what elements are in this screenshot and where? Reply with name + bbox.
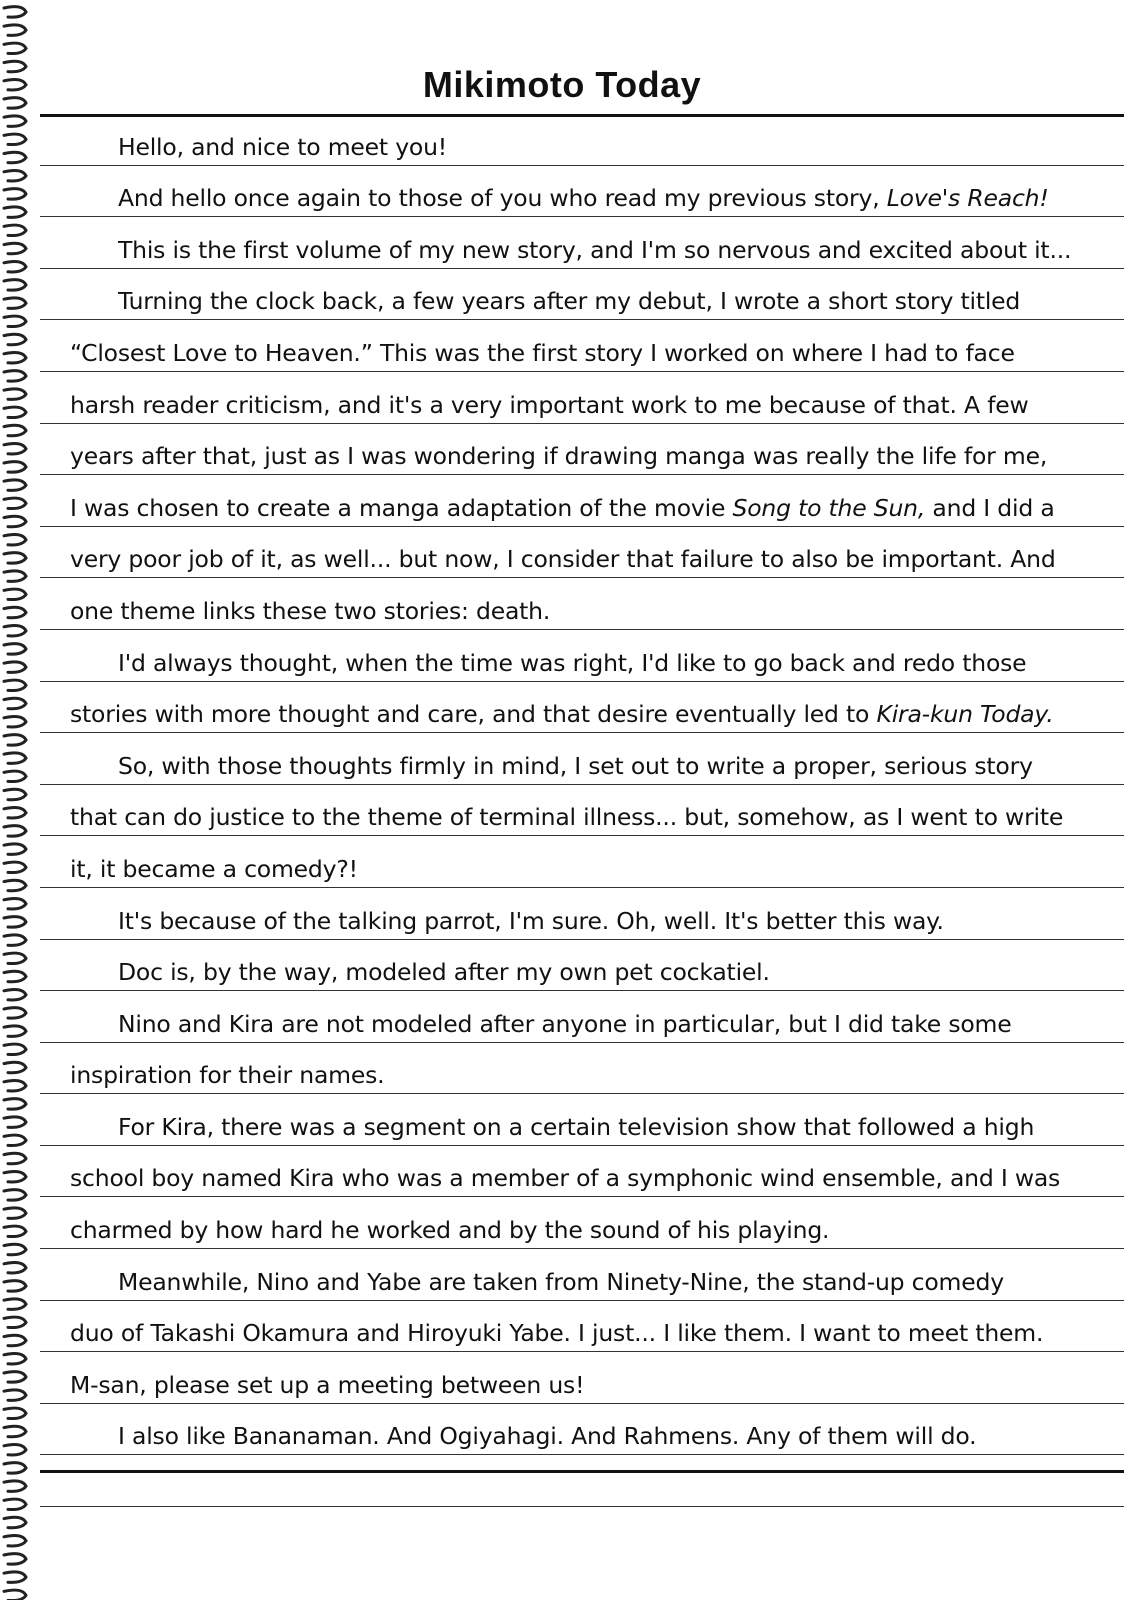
- line-text: [70, 700, 1054, 728]
- text-line: [40, 1197, 1124, 1249]
- spiral-ring: [4, 989, 26, 999]
- spiral-ring: [4, 1408, 26, 1418]
- spiral-ring: [4, 1226, 26, 1236]
- spiral-ring: [4, 371, 26, 381]
- text-segment: one theme links these two stories: death.: [70, 596, 551, 625]
- spiral-ring: [4, 389, 26, 399]
- spiral-ring: [4, 1299, 26, 1309]
- spiral-ring: [4, 1481, 26, 1491]
- spiral-ring: [4, 189, 26, 199]
- text-segment: and I did a: [925, 493, 1055, 522]
- spiral-ring: [4, 352, 26, 362]
- italic-title-text: Song to the Sun,: [732, 493, 926, 522]
- line-text: [70, 803, 1063, 831]
- spiral-ring: [4, 1153, 26, 1163]
- spiral-ring: [4, 644, 26, 654]
- spiral-ring: [4, 243, 26, 253]
- spiral-ring: [4, 480, 26, 490]
- text-line: [40, 1043, 1124, 1095]
- line-text: [118, 133, 447, 161]
- text-segment: M-san, please set up a meeting between us!: [70, 1370, 585, 1399]
- line-text: [118, 907, 944, 935]
- text-line: [40, 785, 1124, 837]
- spiral-ring: [4, 516, 26, 526]
- text-segment: school boy named Kira who was a member of a symphonic wind ensemble, and I was: [70, 1164, 1061, 1193]
- line-text: [70, 855, 358, 883]
- spiral-ring: [4, 152, 26, 162]
- spiral-ring: [4, 534, 26, 544]
- spiral-ring: [4, 43, 26, 53]
- spiral-ring: [4, 1080, 26, 1090]
- spiral-ring: [4, 462, 26, 472]
- line-text: [70, 494, 1055, 522]
- text-segment: Hello, and nice to meet you!: [118, 132, 448, 161]
- text-line: [40, 1455, 1124, 1507]
- line-text: [118, 958, 770, 986]
- spiral-ring: [4, 298, 26, 308]
- spiral-ring: [4, 1572, 26, 1582]
- line-text: [118, 1113, 1034, 1141]
- spiral-ring: [4, 735, 26, 745]
- spiral-ring: [4, 1135, 26, 1145]
- text-segment: Nino and Kira are not modeled after anyone in particular, but I did take some: [118, 1009, 1012, 1038]
- spiral-ring: [4, 625, 26, 635]
- spiral-ring: [4, 1390, 26, 1400]
- spiral-ring: [4, 1426, 26, 1436]
- spiral-ring: [4, 1190, 26, 1200]
- spiral-ring: [4, 807, 26, 817]
- text-line: [40, 1352, 1124, 1404]
- spiral-ring: [4, 680, 26, 690]
- text-segment: duo of Takashi Okamura and Hiroyuki Yabe. I just... I like them. I want to meet them.: [70, 1319, 1044, 1348]
- spiral-ring: [4, 844, 26, 854]
- text-segment: For Kira, there was a segment on a certain television show that followed a high: [118, 1112, 1035, 1141]
- line-text: [70, 339, 1015, 367]
- text-line: [40, 991, 1124, 1043]
- spiral-ring: [4, 880, 26, 890]
- text-segment: I also like Bananaman. And Ogiyahagi. And Rahmens. Any of them will do.: [118, 1422, 977, 1451]
- page-title: Mikimoto Today: [422, 64, 702, 105]
- text-segment: “Closest Love to Heaven.” This was the first story I worked on where I had to face: [70, 338, 1015, 367]
- spiral-ring: [4, 1444, 26, 1454]
- text-line: [40, 1301, 1124, 1353]
- line-text: [70, 597, 550, 625]
- spiral-binding: [0, 0, 34, 1600]
- spiral-ring: [4, 261, 26, 271]
- bottom-rule: [40, 1470, 1124, 1473]
- text-segment: Turning the clock back, a few years after my debut, I wrote a short story titled: [118, 287, 1021, 316]
- text-segment: It's because of the talking parrot, I'm sure. Oh, well. It's better this way.: [118, 906, 944, 935]
- text-segment: So, with those thoughts firmly in mind, I set out to write a proper, serious story: [118, 751, 1033, 780]
- text-segment: years after that, just as I was wondering if drawing manga was really the life for me,: [70, 442, 1048, 471]
- text-line: [40, 1249, 1124, 1301]
- line-text: [118, 1010, 1012, 1038]
- spiral-ring: [4, 1590, 26, 1600]
- spiral-ring: [4, 716, 26, 726]
- line-text: [118, 1268, 1004, 1296]
- text-line: [40, 1146, 1124, 1198]
- text-segment: I'd always thought, when the time was right, I'd like to go back and redo those: [118, 648, 1027, 677]
- line-text: [70, 442, 1047, 470]
- spiral-ring: [4, 1244, 26, 1254]
- line-text: [70, 1371, 584, 1399]
- spiral-ring: [4, 917, 26, 927]
- text-segment: it, it became a comedy?!: [70, 854, 358, 883]
- spiral-ring: [4, 898, 26, 908]
- spiral-ring: [4, 1535, 26, 1545]
- spiral-ring: [4, 698, 26, 708]
- spiral-ring: [4, 7, 26, 17]
- spiral-ring: [4, 170, 26, 180]
- spiral-ring: [4, 789, 26, 799]
- spiral-ring: [4, 662, 26, 672]
- text-segment: stories with more thought and care, and that desire eventually led to: [70, 700, 877, 729]
- line-text: [70, 1216, 829, 1244]
- line-text: [70, 545, 1056, 573]
- text-line: [40, 733, 1124, 785]
- spiral-ring: [4, 443, 26, 453]
- spiral-ring: [4, 607, 26, 617]
- text-line: [40, 527, 1124, 579]
- spiral-ring: [4, 334, 26, 344]
- text-segment: Meanwhile, Nino and Yabe are taken from Ninety-Nine, the stand-up comedy: [118, 1267, 1004, 1296]
- spiral-ring: [4, 1281, 26, 1291]
- spiral-ring: [4, 1372, 26, 1382]
- spiral-ring: [4, 407, 26, 417]
- spiral-ring: [4, 571, 26, 581]
- text-segment: I was chosen to create a manga adaptation of the movie: [70, 493, 733, 522]
- text-segment: And hello once again to those of you who read my previous story,: [118, 184, 887, 213]
- spiral-ring: [4, 498, 26, 508]
- spiral-ring: [4, 862, 26, 872]
- text-line: [40, 166, 1124, 218]
- text-line: [40, 424, 1124, 476]
- text-line: [40, 578, 1124, 630]
- text-segment: Doc is, by the way, modeled after my own pet cockatiel.: [118, 958, 770, 987]
- spiral-ring: [4, 207, 26, 217]
- line-text: [118, 649, 1026, 677]
- spiral-ring: [4, 971, 26, 981]
- spiral-ring: [4, 1262, 26, 1272]
- text-segment: charmed by how hard he worked and by the sound of his playing.: [70, 1216, 830, 1245]
- spiral-ring: [4, 771, 26, 781]
- text-segment: inspiration for their names.: [70, 1061, 385, 1090]
- text-line: [40, 269, 1124, 321]
- text-line: [40, 114, 1124, 166]
- spiral-ring: [4, 826, 26, 836]
- spiral-ring: [4, 1554, 26, 1564]
- spiral-ring: [4, 134, 26, 144]
- spiral-ring: [4, 116, 26, 126]
- spiral-ring: [4, 1463, 26, 1473]
- spiral-ring: [4, 1008, 26, 1018]
- spiral-ring: [4, 553, 26, 563]
- spiral-ring: [4, 1117, 26, 1127]
- spiral-ring: [4, 1208, 26, 1218]
- italic-title-text: Kira-kun Today.: [876, 700, 1054, 729]
- spiral-ring: [4, 1353, 26, 1363]
- spiral-ring: [4, 25, 26, 35]
- text-line: [40, 630, 1124, 682]
- spiral-ring: [4, 1171, 26, 1181]
- line-text: [70, 1164, 1060, 1192]
- line-text: [70, 1319, 1043, 1347]
- line-text: [70, 391, 1029, 419]
- line-text: [118, 184, 1049, 212]
- text-line: [40, 475, 1124, 527]
- line-text: [118, 1422, 976, 1450]
- spiral-ring: [4, 1335, 26, 1345]
- ruled-text-body: [40, 114, 1124, 1507]
- text-line: [40, 217, 1124, 269]
- text-segment: that can do justice to the theme of terminal illness... but, somehow, as I went to write: [70, 803, 1064, 832]
- spiral-ring: [4, 935, 26, 945]
- text-segment: very poor job of it, as well... but now, I consider that failure to also be important. And: [70, 545, 1056, 574]
- spiral-ring: [4, 425, 26, 435]
- text-line: [40, 1094, 1124, 1146]
- spiral-ring: [4, 1317, 26, 1327]
- text-line: [40, 888, 1124, 940]
- spiral-ring: [4, 953, 26, 963]
- text-line: [40, 1404, 1124, 1456]
- spiral-ring: [4, 1044, 26, 1054]
- spiral-ring: [4, 1062, 26, 1072]
- spiral-ring: [4, 1517, 26, 1527]
- text-line: [40, 682, 1124, 734]
- line-text: [118, 752, 1033, 780]
- spiral-ring: [4, 753, 26, 763]
- line-text: [118, 287, 1020, 315]
- spiral-ring: [4, 589, 26, 599]
- text-segment: harsh reader criticism, and it's a very important work to me because of that. A few: [70, 390, 1029, 419]
- spiral-ring: [4, 1099, 26, 1109]
- spiral-ring: [4, 1499, 26, 1509]
- line-text: [118, 236, 1071, 264]
- text-segment: This is the first volume of my new story, and I'm so nervous and excited about it...: [118, 235, 1072, 264]
- text-line: [40, 940, 1124, 992]
- spiral-ring: [4, 225, 26, 235]
- italic-title-text: Love's Reach!: [886, 184, 1049, 213]
- spiral-ring: [4, 1026, 26, 1036]
- text-line: [40, 836, 1124, 888]
- text-line: [40, 372, 1124, 424]
- spiral-ring: [4, 280, 26, 290]
- line-text: [70, 1061, 384, 1089]
- text-line: [40, 320, 1124, 372]
- spiral-ring: [4, 316, 26, 326]
